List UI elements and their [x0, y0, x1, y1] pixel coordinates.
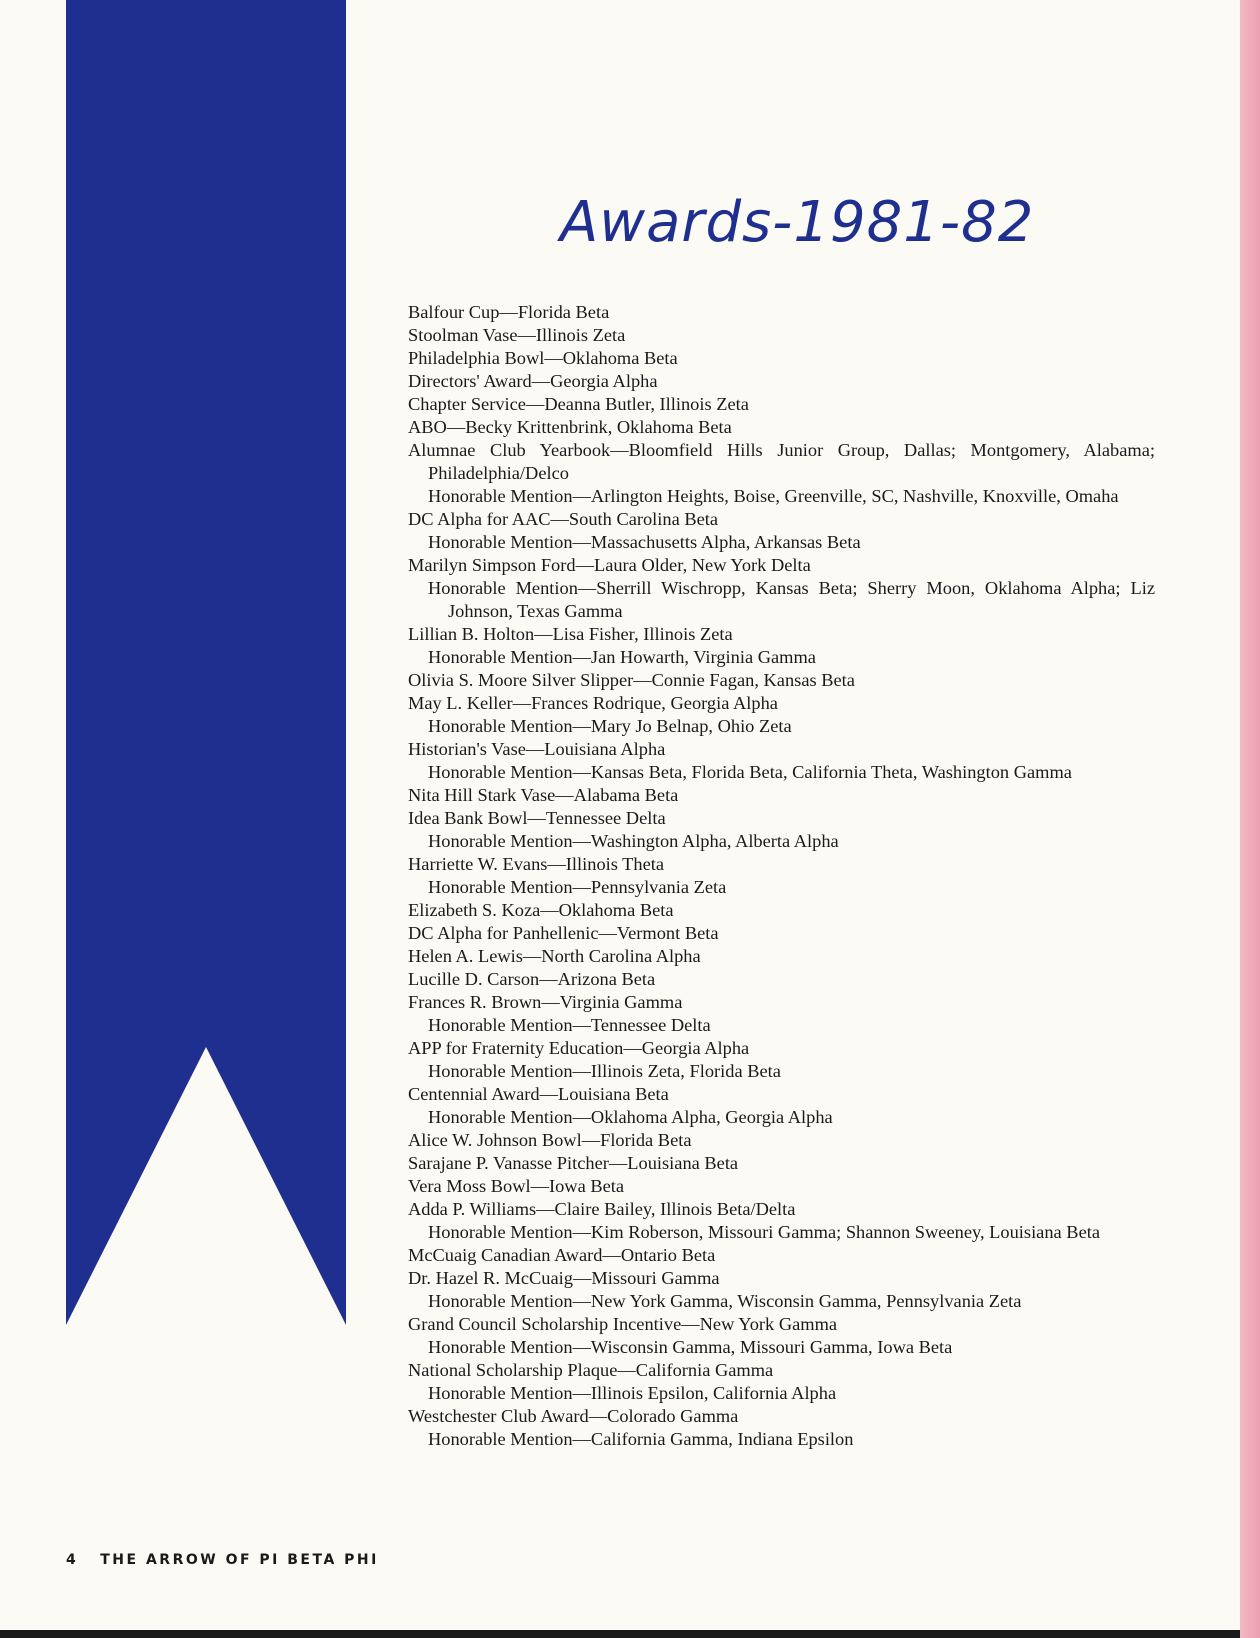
award-entry: Historian's Vase—Louisiana Alpha	[408, 739, 666, 759]
award-entry: Stoolman Vase—Illinois Zeta	[408, 325, 626, 345]
award-entry: DC Alpha for AAC—South Carolina Beta	[408, 509, 719, 529]
honorable-mention-entry: Honorable Mention—Sherrill Wischropp, Kansas Beta; Sherry Moon, Oklahoma Alpha; Liz Johnson, Texas Gamma	[428, 578, 1155, 621]
award-entry: DC Alpha for Panhellenic—Vermont Beta	[408, 923, 719, 943]
honorable-mention-entry: Honorable Mention—Illinois Zeta, Florida Beta	[428, 1061, 781, 1081]
award-entry: Centennial Award—Louisiana Beta	[408, 1084, 669, 1104]
award-entry: Alumnae Club Yearbook—Bloomfield Hills Junior Group, Dallas; Montgomery, Alabama; Philadelphia/Delco	[408, 440, 1155, 483]
page-footer	[66, 1552, 379, 1568]
award-entry: Harriette W. Evans—Illinois Theta	[408, 854, 665, 874]
award-entry: APP for Fraternity Education—Georgia Alpha	[408, 1038, 750, 1058]
honorable-mention-entry: Honorable Mention—Kim Roberson, Missouri Gamma; Shannon Sweeney, Louisiana Beta	[428, 1222, 1101, 1242]
award-entry: Dr. Hazel R. McCuaig—Missouri Gamma	[408, 1268, 720, 1288]
award-entry: Marilyn Simpson Ford—Laura Older, New York Delta	[408, 555, 811, 575]
honorable-mention-entry: Honorable Mention—Mary Jo Belnap, Ohio Zeta	[428, 716, 792, 736]
award-entry: McCuaig Canadian Award—Ontario Beta	[408, 1245, 716, 1265]
award-entry: National Scholarship Plaque—California Gamma	[408, 1360, 774, 1380]
honorable-mention-entry: Honorable Mention—California Gamma, Indiana Epsilon	[428, 1429, 854, 1449]
award-entry: Olivia S. Moore Silver Slipper—Connie Fagan, Kansas Beta	[408, 670, 855, 690]
award-entry: Grand Council Scholarship Incentive—New York Gamma	[408, 1314, 838, 1334]
honorable-mention-entry: Honorable Mention—Kansas Beta, Florida Beta, California Theta, Washington Gamma	[428, 762, 1072, 782]
award-entry: Westchester Club Award—Colorado Gamma	[408, 1406, 739, 1426]
award-entry: Idea Bank Bowl—Tennessee Delta	[408, 808, 666, 828]
page-title: Awards-1981-82	[560, 190, 1035, 255]
honorable-mention-entry: Honorable Mention—Jan Howarth, Virginia Gamma	[428, 647, 816, 667]
honorable-mention-entry: Honorable Mention—Pennsylvania Zeta	[428, 877, 727, 897]
award-entry: Helen A. Lewis—North Carolina Alpha	[408, 946, 701, 966]
award-entry: Philadelphia Bowl—Oklahoma Beta	[408, 348, 678, 368]
award-entry: Alice W. Johnson Bowl—Florida Beta	[408, 1130, 692, 1150]
honorable-mention-entry: Honorable Mention—Wisconsin Gamma, Missouri Gamma, Iowa Beta	[428, 1337, 953, 1357]
publication-name: THE ARROW OF PI BETA PHI	[100, 1552, 379, 1568]
award-entry: Sarajane P. Vanasse Pitcher—Louisiana Beta	[408, 1153, 739, 1173]
awards-list	[408, 301, 1155, 1451]
honorable-mention-entry: Honorable Mention—Massachusetts Alpha, Arkansas Beta	[428, 532, 861, 552]
honorable-mention-entry: Honorable Mention—Illinois Epsilon, California Alpha	[428, 1383, 837, 1403]
award-entry: Frances R. Brown—Virginia Gamma	[408, 992, 683, 1012]
award-entry: Lillian B. Holton—Lisa Fisher, Illinois Zeta	[408, 624, 733, 644]
award-entry: Elizabeth S. Koza—Oklahoma Beta	[408, 900, 674, 920]
page-number: 4	[66, 1552, 79, 1568]
award-entry: May L. Keller—Frances Rodrique, Georgia Alpha	[408, 693, 778, 713]
award-entry: Vera Moss Bowl—Iowa Beta	[408, 1176, 625, 1196]
award-entry: Adda P. Williams—Claire Bailey, Illinois Beta/Delta	[408, 1199, 796, 1219]
award-entry: Balfour Cup—Florida Beta	[408, 302, 610, 322]
award-entry: ABO—Becky Krittenbrink, Oklahoma Beta	[408, 417, 732, 437]
award-entry: Directors' Award—Georgia Alpha	[408, 371, 658, 391]
award-entry: Nita Hill Stark Vase—Alabama Beta	[408, 785, 679, 805]
honorable-mention-entry: Honorable Mention—Oklahoma Alpha, Georgia Alpha	[428, 1107, 833, 1127]
honorable-mention-entry: Honorable Mention—New York Gamma, Wisconsin Gamma, Pennsylvania Zeta	[428, 1291, 1022, 1311]
honorable-mention-entry: Honorable Mention—Tennessee Delta	[428, 1015, 711, 1035]
award-entry: Lucille D. Carson—Arizona Beta	[408, 969, 656, 989]
blue-ribbon-banner	[66, 0, 346, 1325]
page-edge	[1240, 0, 1260, 1638]
honorable-mention-entry: Honorable Mention—Arlington Heights, Boise, Greenville, SC, Nashville, Knoxville, Omaha	[428, 486, 1119, 506]
award-entry: Chapter Service—Deanna Butler, Illinois Zeta	[408, 394, 749, 414]
honorable-mention-entry: Honorable Mention—Washington Alpha, Alberta Alpha	[428, 831, 839, 851]
